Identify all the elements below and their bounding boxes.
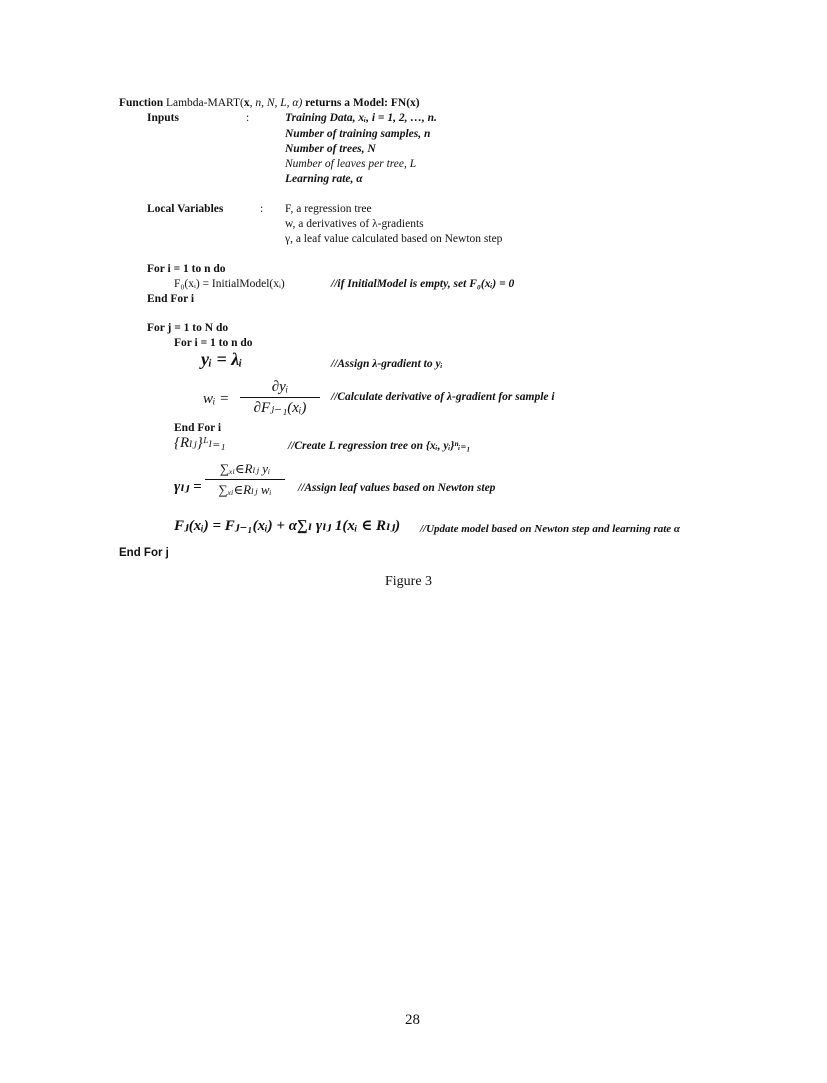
equation-update-comment: //Update model based on Newton step and learning rate α <box>420 523 681 535</box>
local-line-2: w, a derivatives of λ-gradients <box>285 218 424 230</box>
equation-y-lambda: yᵢ = λᵢ <box>201 349 243 369</box>
equation-w-lhs: wᵢ = <box>203 391 230 407</box>
inputs-colon: : <box>246 112 250 124</box>
params-rest: , n, N, L, α) <box>249 97 303 109</box>
loop2-end-j: End For j <box>119 547 169 559</box>
equation-gamma-denominator: ∑ₓᵢ∈Rₗⱼ wᵢ <box>218 482 272 497</box>
equation-gamma-comment: //Assign leaf values based on Newton step <box>298 482 496 494</box>
page-number: 28 <box>405 1012 420 1028</box>
fraction-bar <box>205 479 285 480</box>
input-line-3: Number of trees, N <box>285 143 376 155</box>
input-line-4: Number of leaves per tree, L <box>285 158 417 170</box>
loop1-body: F₀(xᵢ) = InitialModel(xᵢ) <box>174 278 285 290</box>
input-line-5: Learning rate, α <box>285 173 363 185</box>
loop1-comment: //if InitialModel is empty, set F₀(xᵢ) = 0 <box>331 278 515 290</box>
loop2-for-j: For j = 1 to N do <box>147 322 229 334</box>
fraction-bar <box>240 397 320 398</box>
function-name: Lambda-MART( <box>165 97 244 109</box>
keyword-function: Function <box>119 97 164 109</box>
equation-regions: {Rₗⱼ}ᴸₗ₌₁ <box>174 435 226 451</box>
keyword-returns: returns a Model: <box>305 97 388 109</box>
model-name: FN(x) <box>390 97 420 109</box>
loop2-for-i: For i = 1 to n do <box>174 337 253 349</box>
equation-regions-comment: //Create L regression tree on {xᵢ, yᵢ}ⁿᵢ₌₁ <box>288 440 471 452</box>
equation-y-lambda-comment: //Assign λ-gradient to yᵢ <box>331 358 443 370</box>
local-line-1: F, a regression tree <box>285 203 372 215</box>
input-line-1: Training Data, xᵢ, i = 1, 2, …, n. <box>285 112 437 124</box>
input-line-2: Number of training samples, n <box>285 128 431 140</box>
loop2-end-i: End For i <box>174 422 222 434</box>
equation-w-numerator: ∂yᵢ <box>271 379 289 395</box>
figure-caption: Figure 3 <box>385 574 433 589</box>
inputs-label: Inputs <box>147 112 179 124</box>
locals-colon: : <box>260 203 264 215</box>
equation-update: Fⱼ(xᵢ) = Fⱼ₋₁(xᵢ) + α∑ₗ γₗⱼ 1(xᵢ ∈ Rₗⱼ) <box>174 518 401 534</box>
local-line-3: γ, a leaf value calculated based on Newton step <box>285 233 503 245</box>
loop1-end: End For i <box>147 293 195 305</box>
loop1-for: For i = 1 to n do <box>147 263 226 275</box>
algorithm-header <box>119 96 420 110</box>
equation-w-denominator: ∂Fⱼ₋₁(xᵢ) <box>253 400 307 416</box>
locals-label: Local Variables <box>147 203 224 215</box>
equation-w-comment: //Calculate derivative of λ-gradient for sample i <box>331 391 555 403</box>
equation-gamma-numerator: ∑ₓᵢ∈Rₗⱼ yᵢ <box>219 461 271 476</box>
equation-w-fraction <box>240 378 320 417</box>
equation-gamma-fraction <box>205 460 285 499</box>
param-x: x <box>243 97 250 109</box>
equation-gamma-lhs: γₗⱼ = <box>174 479 202 495</box>
